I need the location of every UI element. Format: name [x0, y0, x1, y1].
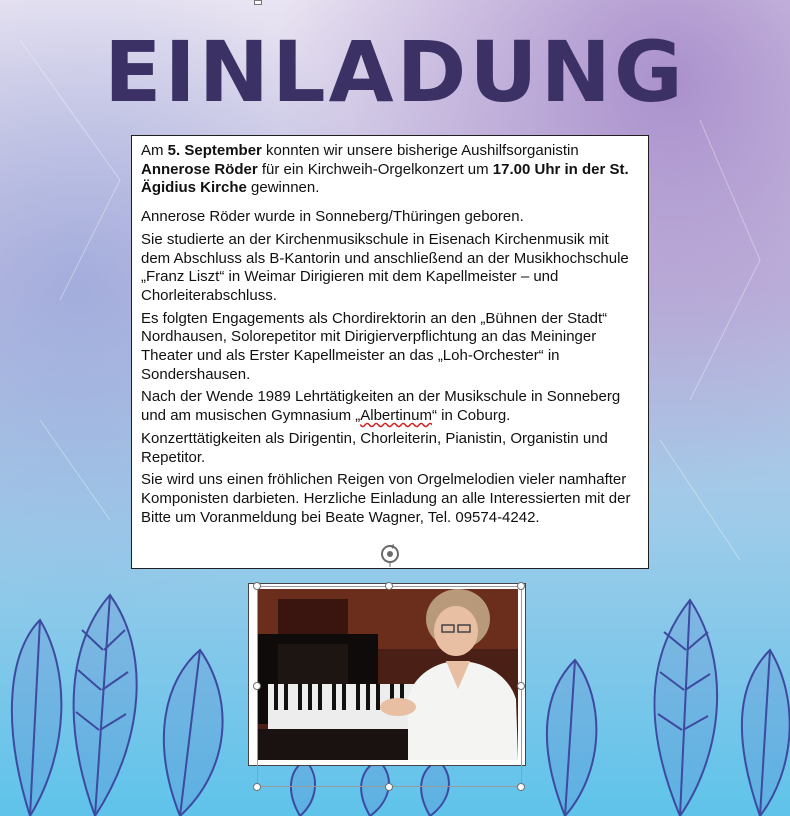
resize-handle-middle-left[interactable]: [253, 682, 261, 690]
bio-engagements: Es folgten Engagements als Chordirektorin an den „Bühnen der Stadt“ Nordhausen, Solorepetitor mit Dirigierverpflichtung an das Meininger Theater und als Erster Kapellmeister an das „Loh-Orchester“ in Sondershausen.: [141, 309, 608, 383]
resize-handle-top-left[interactable]: [253, 582, 261, 590]
bio-study: Sie studierte an der Kirchenmusikschule in Eisenach Kirchenmusik mit dem Abschluss als B-Kantorin und anschließend an der Musikhochschule „Franz Liszt“ in Weimar Dirigieren mit dem Kapellmeister – und Chorleiterabschluss.: [141, 230, 629, 304]
rotate-handle-icon[interactable]: [378, 543, 402, 567]
intro-text-2: konnten wir unsere bisherige Aushilfsorganistin: [261, 142, 579, 159]
resize-handle-bottom-right[interactable]: [517, 783, 525, 791]
organist-photo[interactable]: [258, 589, 518, 760]
intro-time-place: 17.00 Uhr in der St. Ägidius Kirche: [141, 160, 629, 197]
bio-closing: Sie wird uns einen fröhlichen Reigen von Orgelmelodien vieler namhafter Komponisten darbieten. Herzliche Einladung an alle Interessierten mit der Bitte um Voranmeldung bei Beate Wagner, Tel. 09574-4242.: [141, 471, 631, 526]
intro-text-3: für ein Kirchweih-Orgelkonzert um: [257, 160, 493, 178]
bio-wende-text-1: Nach der Wende 1989 Lehrtätigkeiten an der Musikschule in Sonneberg und am musischen Gymnasium „: [141, 388, 621, 425]
bio-born: Annerose Röder wurde in Sonneberg/Thüringen geboren.: [141, 208, 524, 226]
intro-name: Annerose Röder: [141, 160, 258, 178]
bio-wende-text-2: “ in Coburg.: [431, 407, 511, 425]
resize-handle-bottom-left[interactable]: [253, 783, 261, 791]
page-top-handle[interactable]: [254, 0, 262, 5]
resize-handle-middle-right[interactable]: [517, 682, 525, 690]
bio-concerts: Konzerttätigkeiten als Dirigentin, Chorleiterin, Pianistin, Organistin und Repetitor.: [141, 429, 608, 466]
resize-handle-top-center[interactable]: [385, 582, 393, 590]
bio-wende: [141, 388, 640, 425]
resize-handle-top-right[interactable]: [517, 582, 525, 590]
resize-handle-bottom-center[interactable]: [385, 783, 393, 791]
spellcheck-flagged-word[interactable]: Albertinum: [360, 407, 432, 425]
page-title: EINLADUNG: [104, 23, 686, 121]
intro-date: 5. September: [167, 142, 262, 159]
photo-frame[interactable]: [248, 583, 526, 766]
intro-paragraph: [141, 142, 640, 198]
intro-text-1: Am: [141, 142, 168, 159]
invitation-text-box[interactable]: [131, 135, 649, 569]
intro-text-4: gewinnen.: [246, 179, 320, 197]
